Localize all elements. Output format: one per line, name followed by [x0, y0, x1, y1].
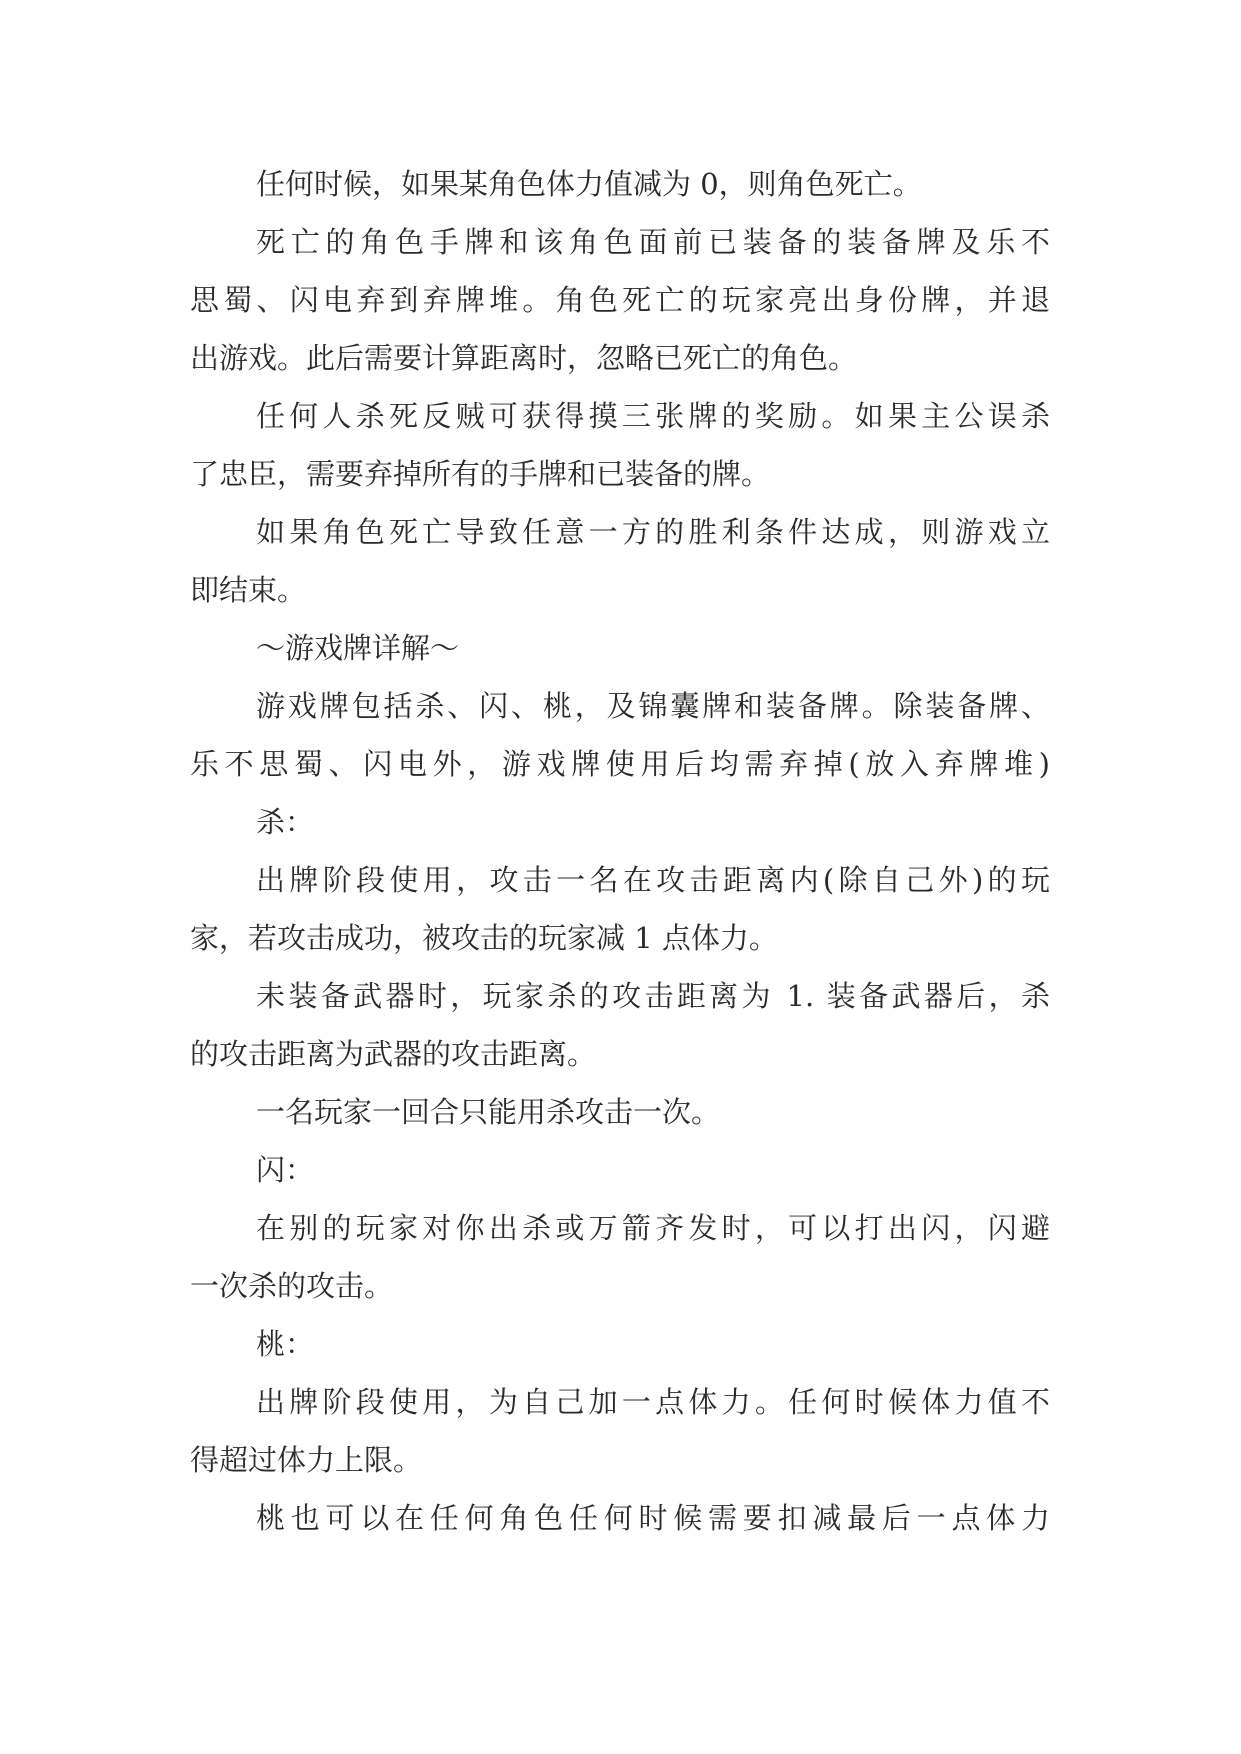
paragraph-line: 即结束。: [190, 573, 307, 607]
card-heading: 桃：: [256, 1327, 315, 1361]
paragraph-line: 了忠臣，需要弃掉所有的手牌和已装备的牌。: [190, 457, 771, 491]
paragraph-line: 思蜀、闪电弃到弃牌堆。角色死亡的玩家亮出身份牌，并退: [190, 283, 1050, 317]
paragraph-line: 出游戏。此后需要计算距离时，忽略已死亡的角色。: [190, 341, 858, 375]
paragraph-line: 乐不思蜀、闪电外，游戏牌使用后均需弃掉(放入弃牌堆): [190, 747, 1050, 781]
paragraph-line: 未装备武器时，玩家杀的攻击距离为 1. 装备武器后，杀: [256, 979, 1050, 1013]
paragraph-line: 的攻击距离为武器的攻击距离。: [190, 1037, 597, 1071]
paragraph-line: 任何人杀死反贼可获得摸三张牌的奖励。如果主公误杀: [256, 399, 1050, 433]
paragraph-line: 死亡的角色手牌和该角色面前已装备的装备牌及乐不: [256, 225, 1050, 259]
paragraph-line: 出牌阶段使用，为自己加一点体力。任何时候体力值不: [256, 1385, 1050, 1419]
paragraph-line: 桃也可以在任何角色任何时候需要扣减最后一点体力: [256, 1501, 1050, 1535]
paragraph-line: 任何时候，如果某角色体力值减为 0，则角色死亡。: [256, 167, 922, 201]
paragraph-line: 家，若攻击成功，被攻击的玩家减 1 点体力。: [190, 921, 778, 955]
paragraph-line: 一次杀的攻击。: [190, 1269, 394, 1303]
card-heading: 杀：: [256, 805, 315, 839]
paragraph-line: 游戏牌包括杀、闪、桃，及锦囊牌和装备牌。除装备牌、: [256, 689, 1050, 723]
section-heading: ～游戏牌详解～: [256, 631, 460, 665]
paragraph-line: 得超过体力上限。: [190, 1443, 423, 1477]
card-heading: 闪：: [256, 1153, 315, 1187]
paragraph-line: 出牌阶段使用，攻击一名在攻击距离内(除自己外)的玩: [256, 863, 1050, 897]
paragraph-line: 一名玩家一回合只能用杀攻击一次。: [256, 1095, 721, 1129]
paragraph-line: 在别的玩家对你出杀或万箭齐发时，可以打出闪，闪避: [256, 1211, 1050, 1245]
paragraph-line: 如果角色死亡导致任意一方的胜利条件达成，则游戏立: [256, 515, 1050, 549]
